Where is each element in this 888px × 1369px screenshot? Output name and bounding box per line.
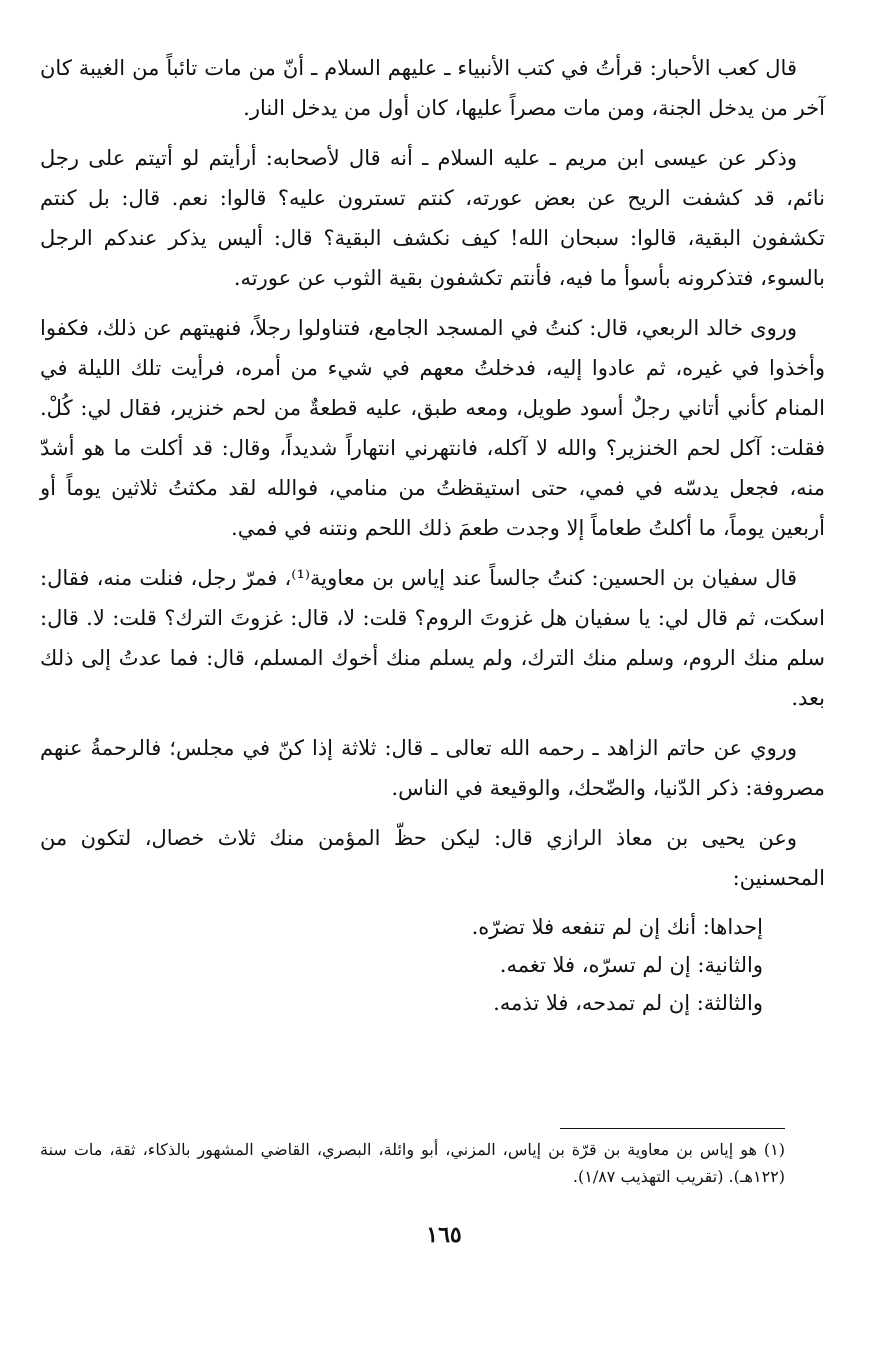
- book-page-body: [40, 48, 825, 1022]
- list-item: والثانية: إن لم تسرّه، فلا تغمه.: [499, 953, 763, 977]
- footnote-divider: [560, 1128, 785, 1129]
- footnotes: [40, 1136, 785, 1190]
- list-item: إحداها: أنك إن لم تنفعه فلا تضرّه.: [471, 915, 763, 939]
- page-number: ١٦٥: [426, 1222, 462, 1248]
- paragraph-sufyan: قال سفيان بن الحسين: كنتُ جالساً عند إياس بن معاوية⁽¹⁾، فمرّ رجل، فنلت منه، فقال: اسكت، ثم قال لي: يا سفيان هل غزوتَ الروم؟ قلت: لا، قال: غزوتَ الترك؟ قلت: لا. قال: سلم منك الروم، وسلم منك الترك، ولم يسلم منك أخوك المسلم، قال: فما عدتُ إلى ذلك بعد.: [40, 566, 825, 710]
- three-traits-list: [40, 908, 763, 1022]
- paragraph-kaab: قال كعب الأحبار: قرأتُ في كتب الأنبياء ـ عليهم السلام ـ أنّ من مات تائباً من الغيبة كان آخر من يدخل الجنة، ومن مات مصراً عليها، كان أول من يدخل النار.: [40, 56, 825, 120]
- paragraph-isa: وذكر عن عيسى ابن مريم ـ عليه السلام ـ أنه قال لأصحابه: أرأيتم لو أتيتم على رجل نائم، قد كشفت الريح عن بعض عورته، كنتم تسترون عليه؟ قالوا: نعم. قال: بل كنتم تكشفون البقية، قالوا: سبحان الله! كيف نكشف البقية؟ قال: أليس يذكر عندكم الرجل بالسوء، فتذكرونه بأسوأ ما فيه، فأنتم تكشفون بقية الثوب عن عورته.: [40, 146, 825, 290]
- paragraph-yahya: وعن يحيى بن معاذ الرازي قال: ليكن حظّ المؤمن منك ثلاث خصال، لتكون من المحسنين:: [40, 826, 825, 890]
- list-item: والثالثة: إن لم تمدحه، فلا تذمه.: [493, 991, 763, 1015]
- paragraph-khalid: وروى خالد الربعي، قال: كنتُ في المسجد الجامع، فتناولوا رجلاً، فنهيتهم عن ذلك، فكفوا وأخذوا في غيره، ثم عادوا إليه، فدخلتُ معهم في شيء من أمره، فرأيت تلك الليلة في المنام كأني أتاني رجلٌ أسود طويل، ومعه طبق، عليه قطعةٌ من لحم خنزير، فقال لي: كُلْ. فقلت: آكل لحم الخنزير؟ والله لا آكله، فانتهرني انتهاراً شديداً، وقال: قد أكلت ما هو أشدّ منه، فجعل يدسّه في فمي، حتى استيقظتُ من منامي، فوالله لقد مكثتُ ثلاثين يوماً أو أربعين يوماً، ما أكلتُ طعاماً إلا وجدت طعمَ ذلك اللحم ونتنه في فمي.: [40, 316, 825, 540]
- paragraph-hatim: وروي عن حاتم الزاهد ـ رحمه الله تعالى ـ قال: ثلاثة إذا كنّ في مجلس؛ فالرحمةُ عنهم مصروفة: ذكر الدّنيا، والضّحك، والوقيعة في الناس.: [40, 736, 825, 800]
- footnote-1: (١) هو إياس بن معاوية بن قرّة بن إياس، المزني، أبو وائلة، البصري، القاضي المشهور بالذكاء، ثقة، مات سنة (١٢٢هـ). (تقريب التهذيب ١/٨٧).: [40, 1140, 785, 1186]
